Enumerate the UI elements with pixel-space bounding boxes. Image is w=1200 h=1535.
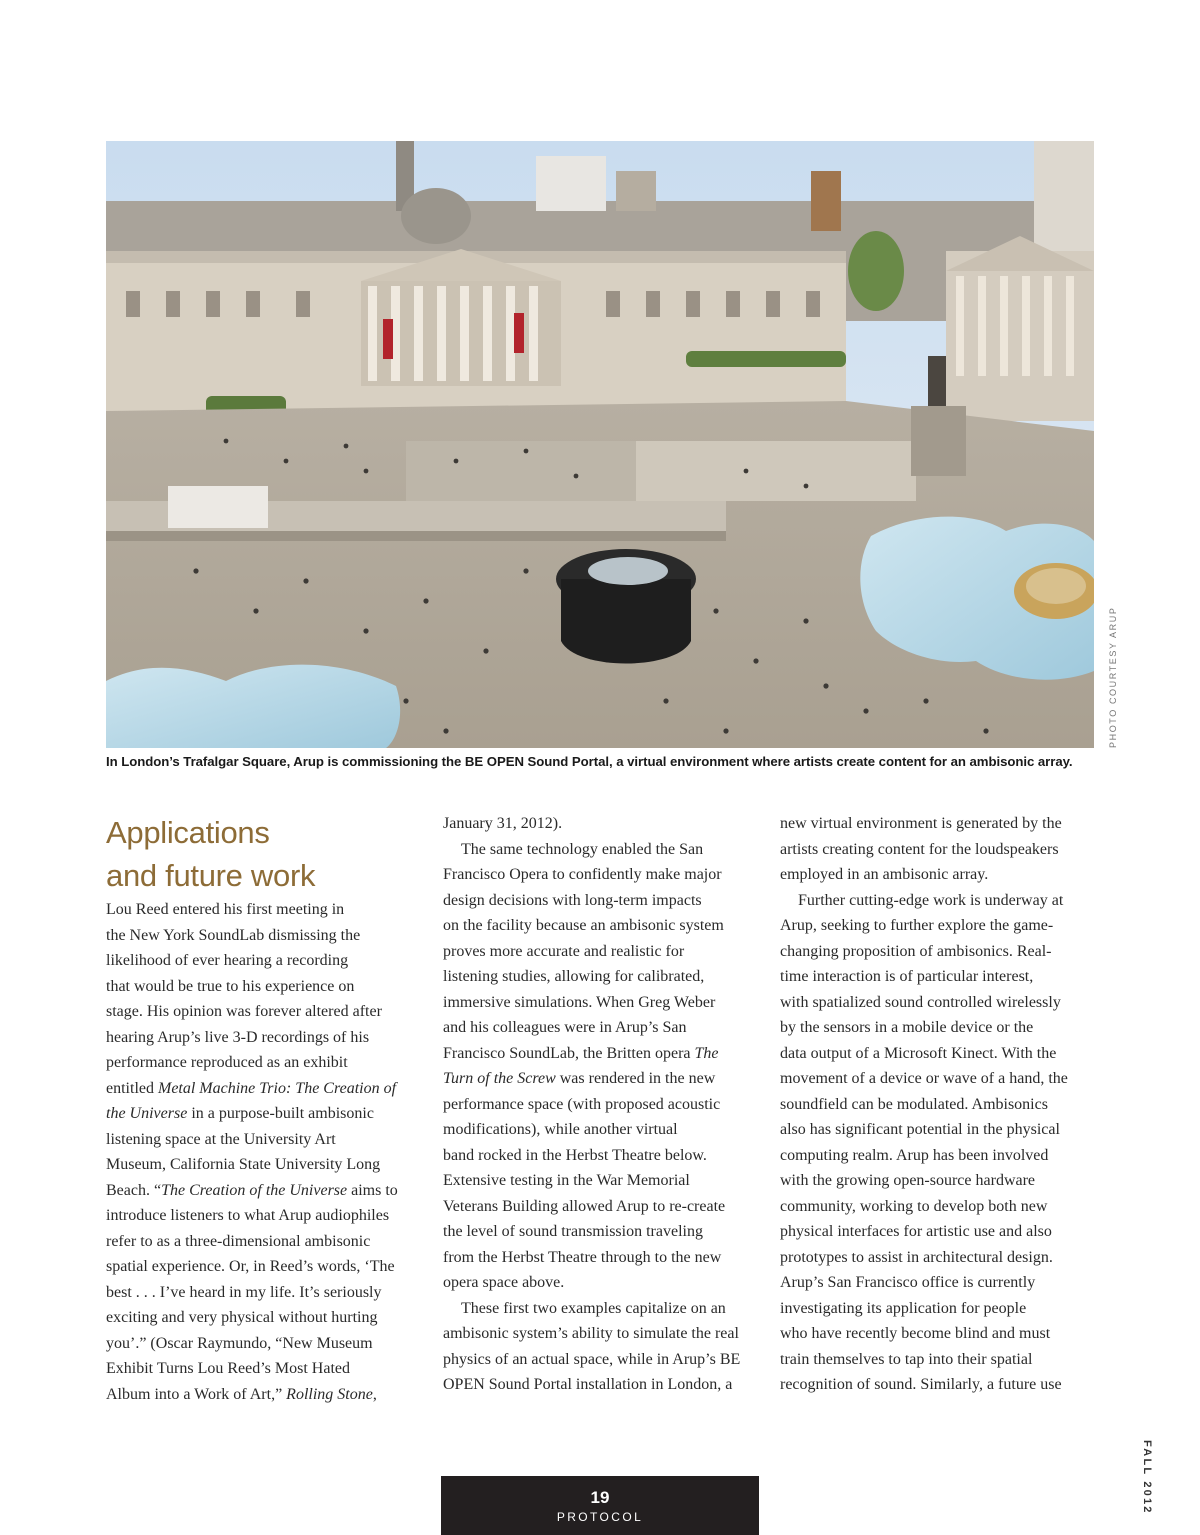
photo-illustration [106, 141, 1094, 748]
issue-label: FALL 2012 [1141, 1440, 1153, 1515]
section-heading [106, 811, 426, 897]
page-number: 19 [590, 1488, 610, 1507]
col1-italic-title: Metal Machine Trio: The Creation of the Universe [106, 1079, 397, 1122]
column-2-paragraph-3: These first two examples capitalize on an ambisonic system’s ability to simulate the real physics of an actual space, while in Arup’s BE OPEN Sound Portal installation in London, a [443, 1299, 741, 1393]
column-1-paragraph [106, 897, 426, 1407]
trafalgar-square-photo [106, 141, 1094, 748]
column-2-paragraph-1: January 31, 2012). [443, 815, 563, 832]
col1-text-a: Lou Reed entered his first meeting in the New York SoundLab dismissing the likelihood of ever hearing a recording that would be true to his experience on stage. His opinion was forever altered after hearing Arup’s live 3-D recordings of his performance reproduced as an exhibit entitled [106, 901, 382, 1097]
col1-text-b: in a purpose-built ambisonic listening space at the University Art Museum, California State University Long Beach. “ [106, 1105, 381, 1199]
col1-italic-publication: Rolling Stone [286, 1385, 373, 1403]
col1-text-c: aims to introduce listeners to what Arup audiophiles refer to as a three-dimensional ambisonic spatial experience. Or, in Reed’s words, ‘The best . . . I’ve heard in my life. It’s seriously exciting and very physical without hurting you’.” (Oscar Raymundo, “New Museum Exhibit Turns Lou Reed’s Most Hated Album into a Work of Art,” [106, 1181, 398, 1403]
col2-text-a: The same technology enabled the San Francisco Opera to confidently make major design decisions with long-term impacts on the facility because an ambisonic system proves more accurate and realistic for listening studies, allowing for calibrated, immersive simulations. When Greg Weber and his colleagues were in Arup’s San Francisco SoundLab, the Britten opera [443, 840, 724, 1062]
col1-text-d: , [372, 1385, 377, 1403]
column-2-paragraph-2 [443, 837, 763, 1296]
column-3-paragraph-1: new virtual environment is generated by the artists creating content for the loudspeakers employed in an ambisonic array. [780, 815, 1062, 883]
col2-text-b: was rendered in the new performance space (with proposed acoustic modifications), while another virtual band rocked in the Herbst Theatre below. Extensive testing in the War Memorial Veterans Building allowed Arup to re-create the level of sound transmission traveling from the Herbst Theatre through to the new opera space above. [443, 1070, 726, 1291]
article-column-2 [443, 811, 763, 1398]
column-3-paragraph-2: Further cutting-edge work is underway at Arup, seeking to further explore the game- changing proposition of ambisonics. Real- time interaction is of particular interest, with spatialized sound controlled wirelessly by the sensors in a mobile device or the data output of a Microsoft Kinect. With the movement of a device or wave of a hand, the soundfield can be modulated. Ambisonics also has significant potential in the physical computing realm. Arup has been involved with the growing open-source hardware community, working to develop both new physical interfaces for artistic use and also prototypes to assist in architectural design. Arup’s San Francisco office is currently investigating its application for people who have recently become blind and must train themselves to tap into their spatial recognition of sound. Similarly, a future use [780, 891, 1068, 1393]
heading-line-1: Applications [106, 815, 270, 850]
photo-credit: PHOTO COURTESY ARUP [1108, 606, 1118, 748]
article-column-3 [780, 811, 1100, 1398]
col1-italic-title-2: The Creation of the Universe [161, 1181, 348, 1199]
article-column-1 [106, 811, 426, 1407]
photo-caption: In London’s Trafalgar Square, Arup is commissioning the BE OPEN Sound Portal, a virtual environment where artists create content for an ambisonic array. [106, 754, 1073, 769]
publication-name: PROTOCOL [556, 1510, 644, 1524]
heading-line-2: and future work [106, 858, 316, 893]
page-folio [441, 1476, 759, 1535]
col2-italic-title: The Turn of the Screw [443, 1044, 719, 1087]
